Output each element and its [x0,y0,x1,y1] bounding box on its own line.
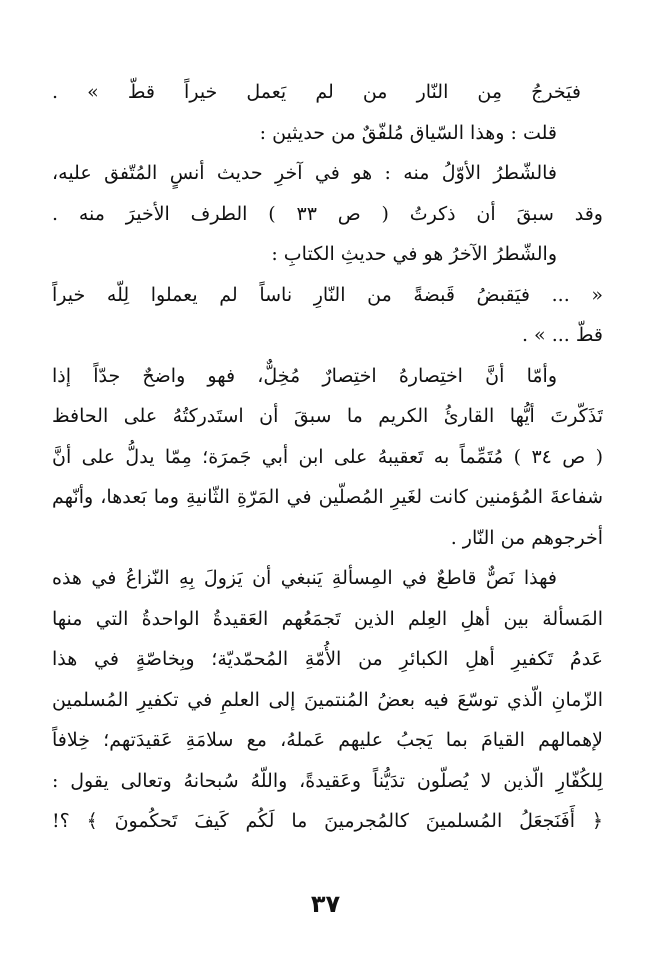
text-line: لِلكُفّارِ الّذين لا يُصلّون تدَيُّناً وعَقيدةً، واللّهُ سُبحانهُ وتعالى يقول : [52,769,603,792]
text-line: « ... فيَقبضُ قَبضةً من النّارِ ناساً لم يعملوا لِلّه خيراً [52,283,603,306]
text-line: وأمّا أنَّ اختِصارهُ اختِصارٌ مُخِلٌّ، فهو واضحٌ جدّاً إذا [52,364,557,387]
text-line: قطّ ... » . [521,324,603,346]
text-line: ﴿ أَفَنَجعَلُ المُسلمينَ كالمُجرمينَ ما لَكُم كَيفَ تَحكُمونَ ﴾ ؟! [52,810,603,832]
text-line: فيَخرجُ مِن النّار من لم يَعمل خيراً قطّ » . [52,81,582,103]
text-line: والشّطرُ الآخرُ هو في حديثِ الكتابِ : [271,243,557,265]
page-number: ٣٧ [310,890,341,918]
page-body-text [52,72,603,842]
text-line: عَدمُ تَكفيرِ أهلِ الكبائرِ من الأُمّةِ المُحمّديّة؛ وبِخاصّةٍ في هذا [52,648,603,670]
text-line: تَذَكّرتَ أيُّها القارئُ الكريم ما سبقَ أن استَدركتُهُ على الحافظ [52,405,603,427]
text-line: لإهمالهم القيامَ بما يَجبُ عليهم عَملهُ، مع سلامَةِ عَقيدَتهم؛ خِلافاً [52,729,603,751]
text-line: أخرجوهم من النّار . [450,526,603,549]
text-line: الزّمانِ الّذي توسّعَ فيه بعضُ المُنتمينَ إلى العلمِ في تكفيرِ المُسلمين [52,688,603,711]
text-line: فالشّطرُ الأوّلُ منه : هو في آخرِ حديث أنسٍ المُتّفق عليه، [52,162,557,184]
text-line: فهذا نَصٌّ قاطعٌ في المِسألةِ يَنبغي أن يَزولَ بِهِ النّزاعُ في هذه [52,567,557,589]
text-line: المَسألة بين أهلِ العِلم الذين تَجمَعُهم العَقيدةُ الواحدةُ التي منها [52,607,603,630]
text-line: شفاعةَ المُؤمنين كانت لغَيرِ المُصلّين في المَرّةِ الثّانيةِ وما بَعدها، وأنّهم [52,486,603,508]
text-line: ( ص ٣٤ ) مُتَمِّماً به تَعقيبهُ على ابن أبي جَمرَة؛ مِمّا يدلُّ على أنَّ [52,445,603,468]
text-line: وقد سبقَ أن ذكرتُ ( ص ٣٣ ) الطرف الأخيرَ منه . [52,202,603,225]
text-line: قلت : وهذا السّياق مُلفّقٌ من حديثين : [259,121,557,144]
